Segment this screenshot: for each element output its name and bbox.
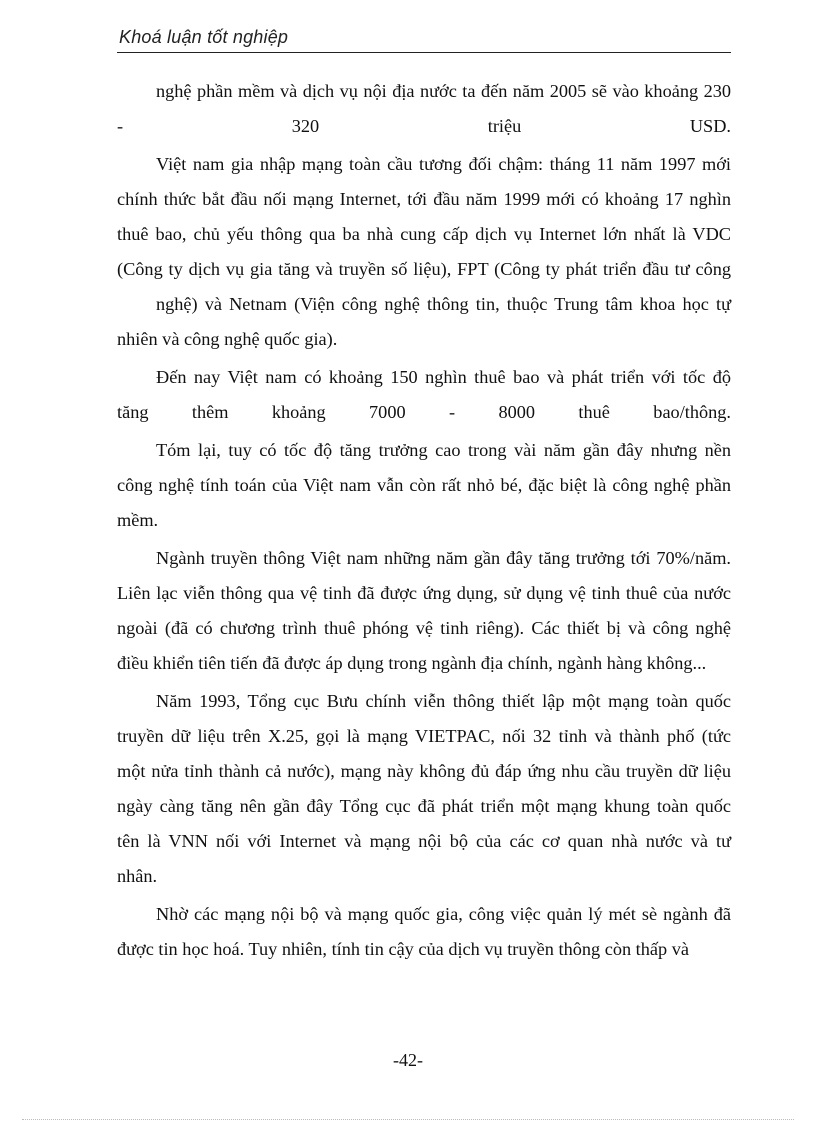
text-line: thuê bao, chủ yếu thông qua ba nhà cung cấp dịch vụ Internet lớn nhất là VDC <box>117 224 731 244</box>
text-line: - 320 triệu USD. <box>117 116 731 136</box>
text-line: nhiên và công nghệ quốc gia). <box>117 329 338 349</box>
paragraph <box>117 147 731 357</box>
text-line: tên là VNN nối với Internet và mạng nội bộ của các cơ quan nhà nước và tư <box>117 831 731 851</box>
text-line: tăng thêm khoảng 7000 - 8000 thuê bao/thông. <box>117 402 731 422</box>
header-title: Khoá luận tốt nghiệp <box>119 27 289 47</box>
text-line: mềm. <box>117 510 159 530</box>
text-line: Liên lạc viễn thông qua vệ tinh đã được ứng dụng, sử dụng vệ tinh thuê của nước <box>117 583 731 603</box>
text-line: ngoài (đã có chương trình thuê phóng vệ tinh riêng). Các thiết bị và công nghệ <box>117 618 731 638</box>
page-number: -42- <box>393 1050 423 1070</box>
text-line: Nhờ các mạng nội bộ và mạng quốc gia, công việc quản lý mét sè ngành đã <box>156 904 731 924</box>
text-line: Đến nay Việt nam có khoảng 150 nghìn thuê bao và phát triển với tốc độ <box>156 367 731 387</box>
text-line: Năm 1993, Tổng cục Bưu chính viễn thông thiết lập một mạng toàn quốc <box>156 691 731 711</box>
page-header <box>117 26 731 53</box>
text-line: Ngành truyền thông Việt nam những năm gần đây tăng trưởng tới 70%/năm. <box>156 548 731 568</box>
paragraph <box>117 684 731 894</box>
text-line: nhân. <box>117 866 158 886</box>
text-line: (Công ty dịch vụ gia tăng và truyền số liệu), FPT (Công ty phát triển đầu tư công <box>117 259 731 279</box>
paragraph <box>117 541 731 681</box>
text-line: chính thức bắt đầu nối mạng Internet, tới đầu năm 1999 mới có khoảng 17 nghìn <box>117 189 731 209</box>
paragraph <box>117 433 731 538</box>
text-line: được tin học hoá. Tuy nhiên, tính tin cậy của dịch vụ truyền thông còn thấp và <box>117 939 689 959</box>
text-line: Việt nam gia nhập mạng toàn cầu tương đối chậm: tháng 11 năm 1997 mới <box>156 154 731 174</box>
paragraph <box>117 897 731 967</box>
text-line: nghệ) và Netnam (Viện công nghệ thông tin, thuộc Trung tâm khoa học tự <box>156 294 731 314</box>
paragraph <box>117 360 731 430</box>
text-line: Tóm lại, tuy có tốc độ tăng trưởng cao trong vài năm gần đây nhưng nền <box>156 440 731 460</box>
document-body <box>117 74 731 967</box>
text-line: nghệ phần mềm và dịch vụ nội địa nước ta đến năm 2005 sẽ vào khoảng 230 <box>156 81 731 101</box>
page-bottom-divider <box>22 1119 794 1120</box>
paragraph <box>117 74 731 144</box>
text-line: công nghệ tính toán của Việt nam vẫn còn rất nhỏ bé, đặc biệt là công nghệ phần <box>117 475 731 495</box>
text-line: truyền dữ liệu trên X.25, gọi là mạng VIETPAC, nối 32 tỉnh và thành phố (tức <box>117 726 731 746</box>
text-line: điều khiển tiên tiến đã được áp dụng trong ngành địa chính, ngành hàng không... <box>117 653 707 673</box>
text-line: một nửa tỉnh thành cả nước), mạng này không đủ đáp ứng nhu cầu truyền dữ liệu <box>117 761 731 781</box>
text-line: ngày càng tăng nên gần đây Tổng cục đã phát triển một mạng khung toàn quốc <box>117 796 731 816</box>
